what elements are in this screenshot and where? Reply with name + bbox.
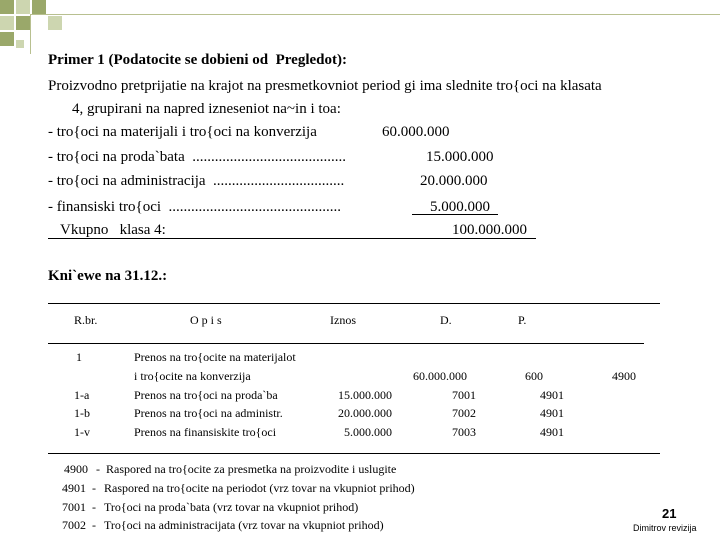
legend-text: Tro{oci na administracijata (vrz tovar na vkupniot prihod) [104, 518, 384, 532]
entry-rbr: 1-a [74, 388, 90, 402]
cost-item-label: - finansiski tro{oci .............................................. [48, 199, 342, 215]
legend-code: 7001 [62, 500, 86, 514]
header-debit: D. [440, 313, 452, 327]
entry-opis: Prenos na tro{oci na proda`ba [134, 388, 278, 402]
intro-line-2: 4, grupirani na napred izneseniot na~in i toa: [72, 101, 341, 117]
entry-opis: Prenos na finansiskite tro{oci [134, 425, 277, 439]
cost-item-label: - tro{oci na administracija ................................... [48, 173, 345, 189]
cost-item-amount: 5.000.000 [430, 199, 490, 215]
entry-credit: 4901 [540, 388, 564, 402]
cost-item-amount: 15.000.000 [426, 149, 494, 165]
legend-dash: - [92, 518, 96, 532]
page-number: 21 [662, 506, 677, 521]
entry-opis: Prenos na tro{oci na administr. [134, 406, 283, 420]
total-label: Vkupno klasa 4: [60, 222, 166, 238]
entry-iznos: 5.000.000 [344, 425, 392, 439]
decorative-top-line [30, 14, 720, 15]
cost-item-amount: 60.000.000 [382, 124, 450, 140]
entry-iznos: 20.000.000 [338, 406, 392, 420]
journal-top-rule [48, 303, 660, 304]
entry-debit: 7003 [452, 425, 476, 439]
entry-debit: 7002 [452, 406, 476, 420]
entry-opis: Prenos na tro{ocite na materijalot [134, 350, 296, 364]
header-rbr: R.br. [74, 313, 98, 327]
entry-debit: 7001 [452, 388, 476, 402]
legend-text: Raspored na tro{ocite na periodot (vrz tovar na vkupniot prihod) [104, 481, 415, 495]
example-title: Primer 1 (Podatocite se dobieni od Pregledot): [48, 52, 347, 68]
header-opis: O p i s [190, 313, 222, 327]
total-underline [48, 238, 536, 239]
cost-item-amount: 20.000.000 [420, 173, 488, 189]
cost-underline [412, 214, 498, 215]
entry-iznos: 60.000.000 [413, 369, 467, 383]
intro-line-1: Proizvodno pretprijatie na krajot na presmetkovniot period gi ima slednite tro{oci na klasata [48, 78, 602, 94]
legend-text: Raspored na tro{ocite za presmetka na proizvodite i uslugite [106, 462, 397, 476]
cost-item-label: - tro{oci na proda`bata ......................................... [48, 149, 346, 165]
legend-text: Tro{oci na proda`bata (vrz tovar na vkupniot prihod) [104, 500, 359, 514]
entry-rbr: 1 [76, 350, 82, 364]
entry-rbr: 1-b [74, 406, 90, 420]
legend-dash: - [96, 462, 100, 476]
entry-rbr: 1-v [74, 425, 90, 439]
author-label: Dimitrov revizija [633, 523, 697, 533]
entry-credit: 4900 [612, 369, 636, 383]
legend-code: 4901 [62, 481, 86, 495]
entry-debit: 600 [525, 369, 543, 383]
entry-iznos: 15.000.000 [338, 388, 392, 402]
entry-credit: 4901 [540, 425, 564, 439]
legend-dash: - [92, 500, 96, 514]
header-credit: P. [518, 313, 527, 327]
header-iznos: Iznos [330, 313, 356, 327]
journal-title: Kni`ewe na 31.12.: [48, 268, 168, 284]
entry-credit: 4901 [540, 406, 564, 420]
decorative-side-line [30, 14, 31, 54]
legend-dash: - [92, 481, 96, 495]
entry-opis-cont: i tro{ocite na konverzija [134, 369, 251, 383]
total-amount: 100.000.000 [452, 222, 527, 238]
cost-item-label: - tro{oci na materijali i tro{oci na konverzija [48, 124, 317, 140]
legend-code: 4900 [64, 462, 88, 476]
journal-bottom-rule [48, 453, 660, 454]
header-rule [48, 343, 644, 344]
legend-code: 7002 [62, 518, 86, 532]
